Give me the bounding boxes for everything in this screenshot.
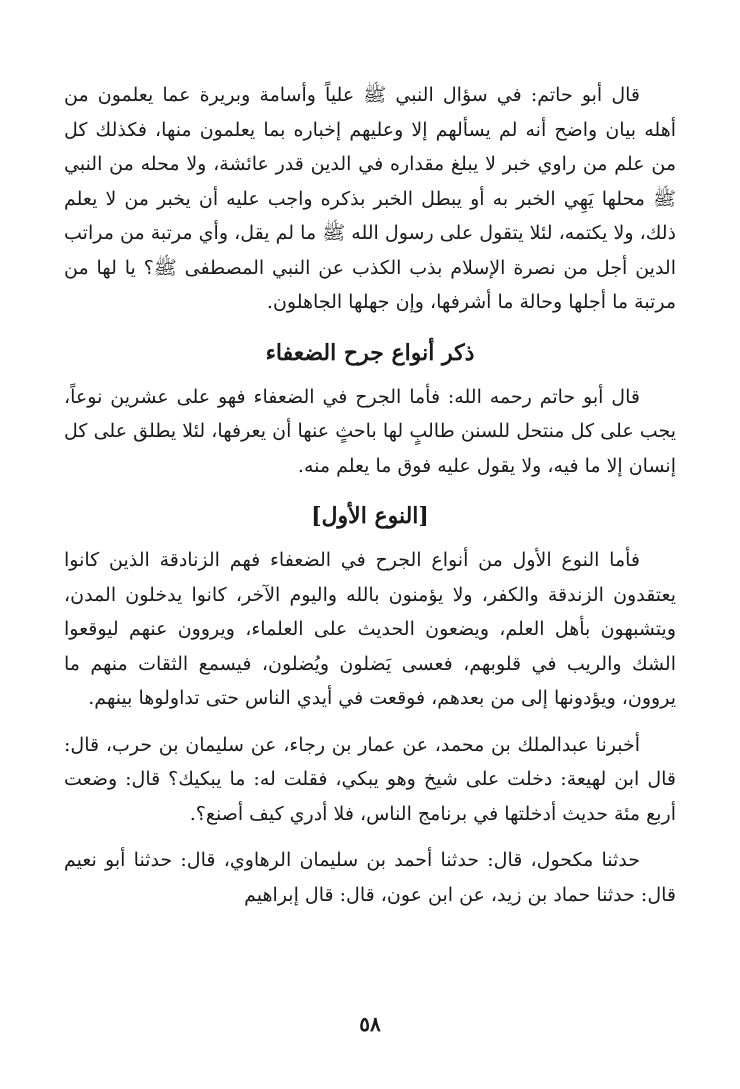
paragraph-twenty-types [64,380,676,484]
section-heading-first-type: [النوع الأول] [311,503,429,529]
section-heading-types-of-jarh: ذكر أنواع جرح الضعفاء [265,339,475,366]
page-body [64,78,676,924]
paragraph-abu-hatim-question [64,78,676,320]
paragraph-text: قال أبو حاتم: في سؤال النبي ﷺ علياً وأسامة وبريرة عما يعلمون من أهله بيان واضح أنه لم يسألهم إلا وعليهم إخباره بما يعلمون منها، فكذلك كل من علم من راوي خبر لا يبلغ مقداره في الدين قدر عائشة، ولا محله من النبي ﷺ محلها يَهِي الخبر به أو يبطل الخبر بذكره واجب عليه أن يخبر من لا يعلم ذلك، ولا يكتمه، لئلا يتقول على رسول الله ﷺ ما لم يقل، وأي مرتبة من مراتب الدين أجل من نصرة الإسلام بذب الكذب عن النبي المصطفى ﷺ؟ يا لها من مرتبة ما أجلها وحالة ما أشرفها، وإن جهلها الجاهلون. [64,84,676,313]
page-number: ٥٨ [359,1012,381,1036]
paragraph-zanadiqa [64,543,676,716]
paragraph-text: قال أبو حاتم رحمه الله: فأما الجرح في الضعفاء فهو على عشرين نوعاً، يجب على كل منتحل للسنن طالبٍ لها باحثٍ عنها أن يعرفها، لئلا يطلق على كل إنسان إلا ما فيه، ولا يقول عليه فوق ما يعلم منه. [64,385,676,477]
paragraph-text: أخبرنا عبدالملك بن محمد، عن عمار بن رجاء، عن سليمان بن حرب، قال: قال ابن لهيعة: دخلت على شيخ وهو يبكي، فقلت له: ما يبكيك؟ قال: وضعت أربع مئة حديث أدخلتها في برنامج الناس، فلا أدري كيف أصنع؟. [64,733,676,825]
paragraph-text: فأما النوع الأول من أنواع الجرح في الضعفاء فهم الزنادقة الذين كانوا يعتقدون الزندقة والكفر، ولا يؤمنون بالله واليوم الآخر، كانوا يدخلون المدن، ويتشبهون بأهل العلم، ويضعون الحديث على العلماء، ويروون عنهم ليوقعوا الشك والريب في قلوبهم، فعسى يَضلون ويُضلون، فيسمع الثقات منهم ما يروون، ويؤدونها إلى من بعدهم، فوقعت في أيدي الناس حتى تداولوها بينهم. [64,549,676,709]
paragraph-ibn-lahia-report [64,728,676,832]
paragraph-text: حدثنا مكحول، قال: حدثنا أحمد بن سليمان الرهاوي، قال: حدثنا أبو نعيم قال: حدثنا حماد بن زيد، عن ابن عون، قال: قال إبراهيم [64,849,676,906]
paragraph-makhul-chain [64,843,676,912]
